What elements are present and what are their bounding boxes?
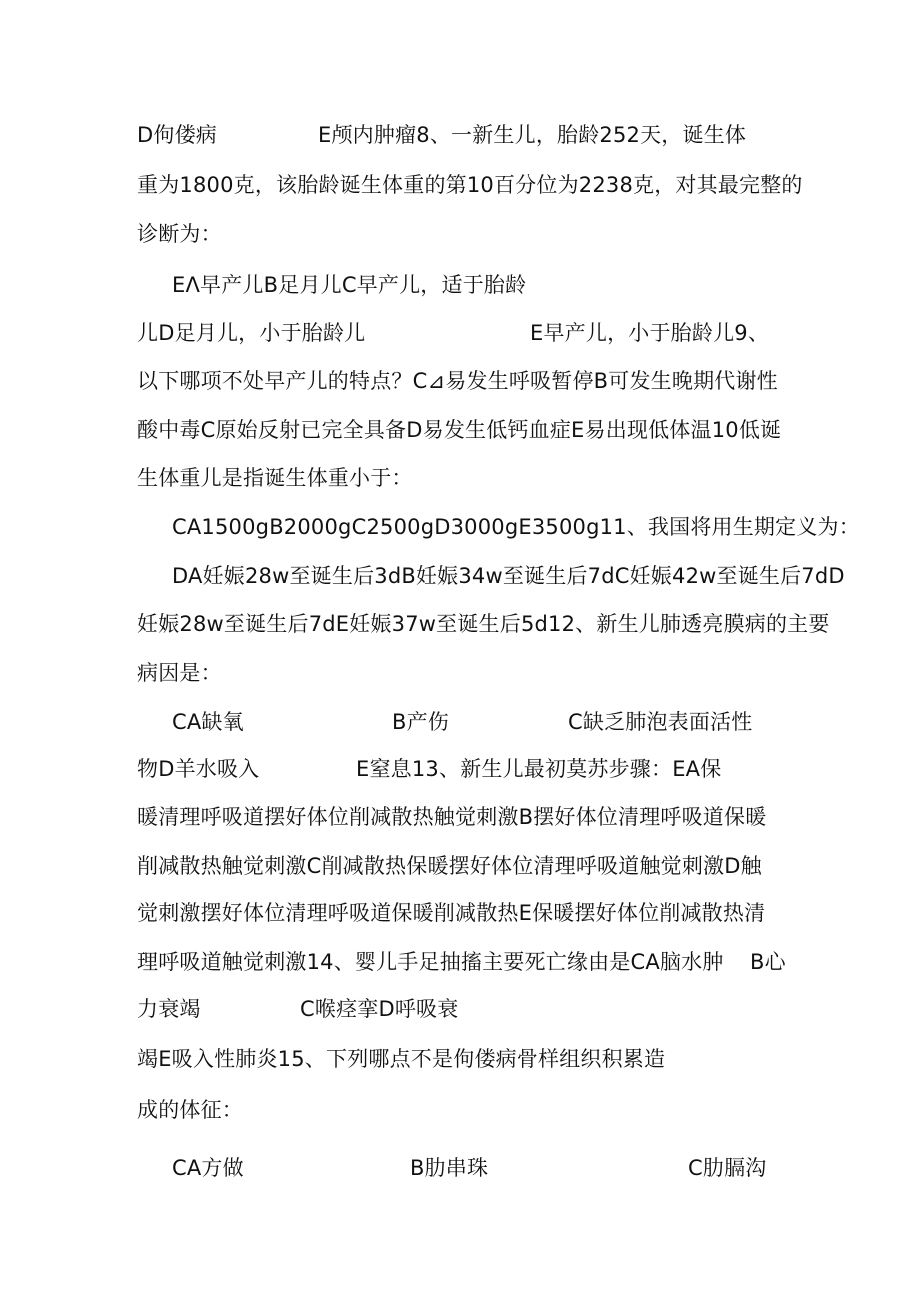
text-segment: B产伤 — [392, 710, 450, 734]
text-line — [0, 1148, 920, 1188]
text-segment: 妊娠28w至诞生后7dE妊娠37w至诞生后5d12、新生儿肺透亮膜病的主要 — [137, 612, 830, 636]
text-segment: E早产儿，小于胎龄儿9、 — [530, 321, 770, 345]
text-line — [0, 846, 920, 886]
text-line — [0, 893, 920, 933]
text-line — [0, 115, 920, 155]
text-segment: 暖清理呼吸道摆好体位削减散热触觉刺激B摆好体位清理呼吸道保暖 — [137, 805, 767, 829]
text-segment: 重为1800克，该胎龄诞生体重的第10百分位为2238克，对其最完整的 — [137, 173, 803, 197]
text-segment: C缺乏肺泡表面活性 — [568, 710, 753, 734]
text-segment: C喉痉挛D呼吸衰 — [300, 997, 459, 1021]
text-segment: 诊断为： — [137, 222, 222, 246]
text-line — [0, 458, 920, 498]
text-line — [0, 702, 920, 742]
text-segment: 成的体征： — [137, 1098, 243, 1122]
text-line — [0, 361, 920, 401]
text-line — [0, 313, 920, 353]
text-line — [0, 942, 920, 982]
text-segment: CA方做 — [172, 1156, 244, 1180]
text-line — [0, 507, 920, 547]
text-segment: 觉刺激摆好体位清理呼吸道保暖削减散热E保暖摆好体位削减散热清 — [137, 901, 766, 925]
text-line — [0, 556, 920, 596]
text-segment: 以下哪项不处早产儿的特点？C⊿易发生呼吸暂停B可发生晚期代谢性 — [137, 369, 778, 393]
text-line — [0, 797, 920, 837]
text-segment: CA1500gB2000gC2500gD3000gE3500g11、我国将用生期定义为： — [172, 515, 860, 539]
text-segment: 竭E吸入性肺炎15、下列哪点不是佝偻病骨样组织积累造 — [137, 1047, 666, 1071]
text-segment: 理呼吸道触觉刺激14、婴儿手足抽搐主要死亡缘由是CA脑水肿 — [137, 950, 724, 974]
text-line — [0, 214, 920, 254]
text-segment: 病因是： — [137, 661, 222, 685]
text-segment: CA缺氧 — [172, 710, 244, 734]
text-line — [0, 410, 920, 450]
text-line — [0, 1039, 920, 1079]
text-segment: 力衰竭 — [137, 997, 201, 1021]
text-line — [0, 265, 920, 305]
text-segment: 物D羊水吸入 — [137, 757, 260, 781]
text-line — [0, 989, 920, 1029]
text-segment: 酸中毒C原始反射已完全具备D易发生低钙血症E易出现低体温10低诞 — [137, 418, 782, 442]
text-line — [0, 749, 920, 789]
text-segment: E颅内肿瘤8、一新生儿，胎龄252天，诞生体 — [318, 123, 747, 147]
text-segment: 削减散热触觉刺激C削减散热保暖摆好体位清理呼吸道触觉刺激D触 — [137, 854, 762, 878]
text-segment: E窒息13、新生儿最初莫苏步骤：EA保 — [356, 757, 722, 781]
text-line — [0, 653, 920, 693]
text-segment: B肋串珠 — [410, 1156, 489, 1180]
text-segment: 儿D足月儿，小于胎龄儿 — [137, 321, 366, 345]
text-segment: D佝偻病 — [137, 123, 217, 147]
text-line — [0, 604, 920, 644]
text-segment: C肋膈沟 — [688, 1156, 767, 1180]
text-segment: B心 — [750, 950, 786, 974]
text-segment: DA妊娠28w至诞生后3dB妊娠34w至诞生后7dC妊娠42w至诞生后7dD — [172, 564, 845, 588]
text-segment: EΛ早产儿B足月儿C早产儿，适于胎龄 — [172, 273, 527, 297]
text-line — [0, 1090, 920, 1130]
text-line — [0, 165, 920, 205]
text-segment: 生体重儿是指诞生体重小于： — [137, 466, 413, 490]
